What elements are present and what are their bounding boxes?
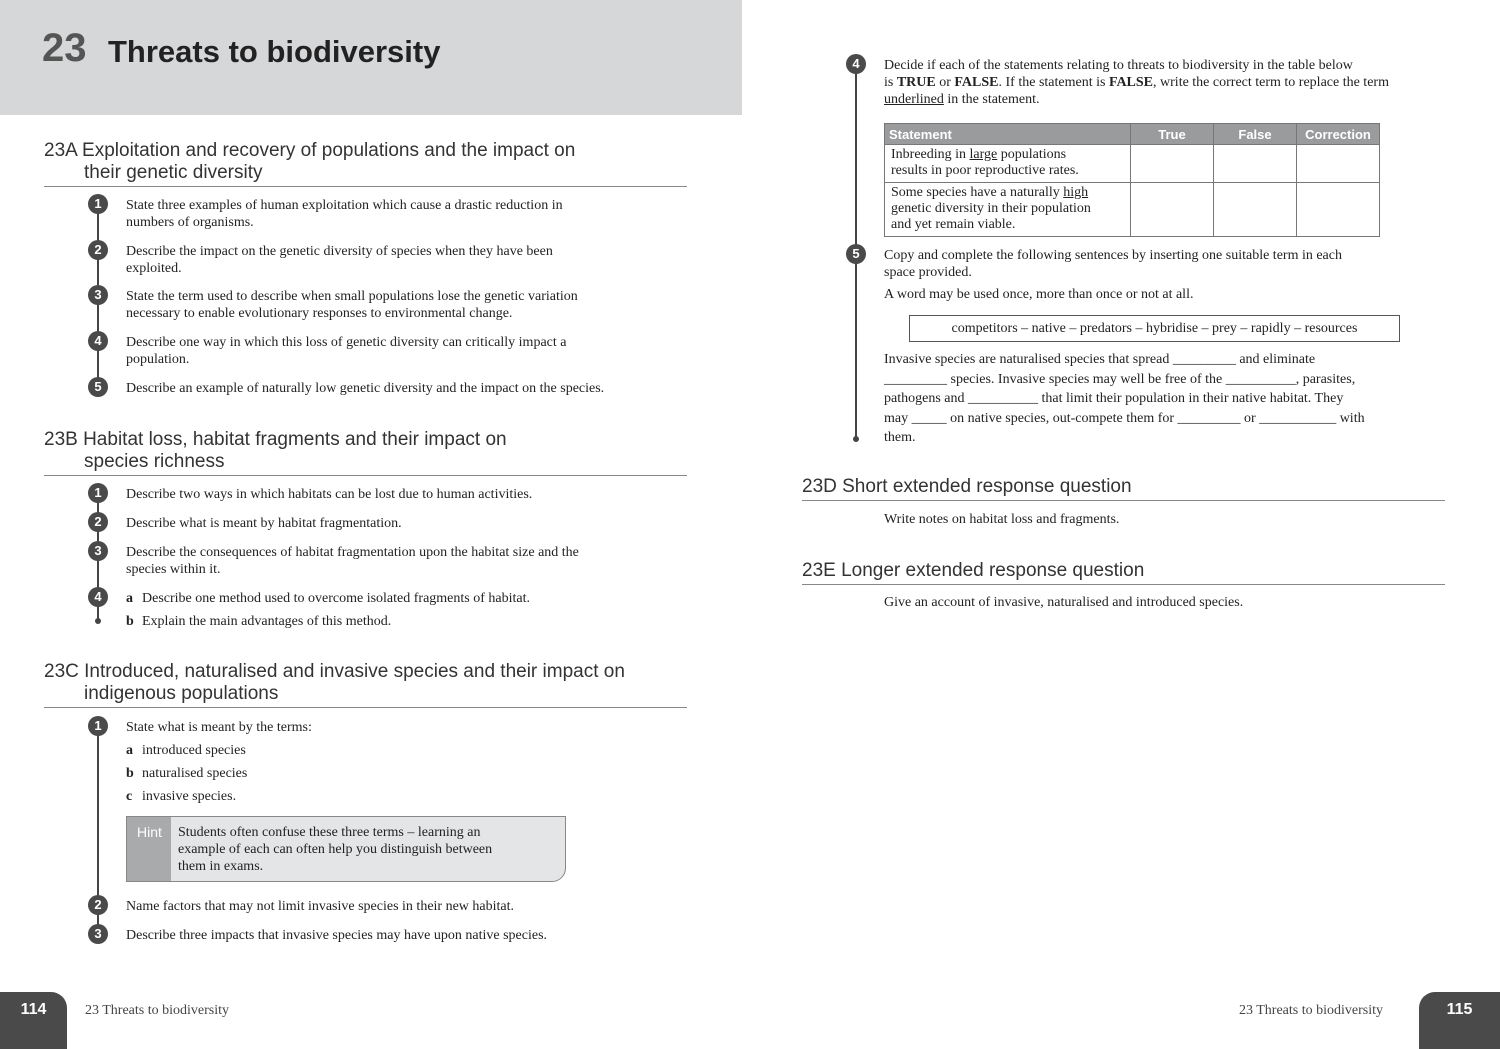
section-23c-heading-line1: 23C Introduced, naturalised and invasive species and their impact on	[44, 661, 625, 682]
section-23c-heading	[44, 661, 687, 708]
question-number-badge: 3	[88, 924, 108, 944]
table-header-row	[885, 124, 1380, 145]
question-number-badge: 3	[88, 541, 108, 561]
chapter-number: 23	[42, 26, 87, 70]
question-text-line: Describe an example of naturally low genetic diversity and the impact on the species.	[126, 381, 605, 396]
section-23a-heading	[44, 140, 687, 187]
question-23a-4	[126, 334, 566, 368]
question-23b-3	[126, 544, 579, 578]
question-number-badge: 4	[88, 587, 108, 607]
question-text-line: State the term used to describe when small populations lose the genetic variation	[126, 289, 578, 304]
true-keyword: TRUE	[896, 75, 936, 90]
question-23c-4	[884, 57, 1389, 108]
question-23c-3: Describe three impacts that invasive species may have upon native species.	[126, 928, 548, 943]
statement-text: Some species have a naturally	[891, 185, 1064, 200]
question-23c-5	[884, 247, 1342, 281]
section-23e-heading: 23E Longer extended response question	[802, 560, 1445, 585]
question-text-line: Describe what is meant by habitat fragmentation.	[126, 516, 402, 531]
section-23d-heading: 23D Short extended response question	[802, 476, 1445, 501]
section-23b-heading-line2: species richness	[84, 451, 225, 472]
question-number-badge: 3	[88, 285, 108, 305]
question-number-badge: 1	[88, 716, 108, 736]
cloze-line: pathogens and __________ that limit their population in their native habitat. They	[884, 391, 1344, 406]
question-text-fragment: , write the correct term to replace the term	[1153, 75, 1389, 90]
section-23b-heading-line1: 23B Habitat loss, habitat fragments and their impact on	[44, 429, 507, 450]
page-number-right: 115	[1419, 992, 1500, 1049]
cloze-line: _________ species. Invasive species may well be free of the __________, parasites,	[884, 371, 1356, 387]
sub-question-23c-1b	[126, 765, 247, 782]
statement-text: Inbreeding in	[891, 147, 970, 162]
sub-question-23c-1c	[126, 788, 236, 805]
hint-text-line: Students often confuse these three terms – learning an	[178, 825, 481, 840]
question-number-badge: 4	[88, 331, 108, 351]
question-number-badge: 4	[846, 54, 866, 74]
word-bank-box: competitors – native – predators – hybridise – prey – rapidly – resources	[909, 315, 1400, 342]
question-text-line: species within it.	[126, 562, 221, 577]
question-23b-2	[126, 515, 402, 532]
hint-text	[178, 824, 554, 875]
question-text-line: Explain the main advantages of this method.	[142, 614, 392, 629]
question-text-line: Describe one method used to overcome isolated fragments of habitat.	[142, 591, 530, 606]
cloze-line: them.	[884, 430, 916, 445]
hint-label: Hint	[137, 824, 162, 840]
cloze-line: may _____ on native species, out-compete them for _________ or ___________ with	[884, 410, 1365, 426]
statement-text: genetic diversity in their population	[891, 201, 1091, 216]
footer-running-title-right: 23 Threats to biodiversity	[1239, 1003, 1383, 1018]
footer-running-title-left: 23 Threats to biodiversity	[85, 1003, 229, 1018]
page-number-left: 114	[0, 992, 67, 1049]
question-23a-5	[126, 380, 604, 397]
sub-question-letter: a	[126, 591, 133, 606]
question-text-line: population.	[126, 352, 190, 367]
section-23c-heading-line2: indigenous populations	[84, 683, 279, 704]
chapter-title: Threats to biodiversity	[108, 34, 441, 69]
rail-end-dot	[95, 618, 101, 624]
question-text-line: Copy and complete the following sentences by inserting one suitable term in each	[884, 248, 1342, 263]
statement-text: populations	[997, 147, 1067, 162]
hint-box	[126, 816, 566, 882]
table-header-correction: Correction	[1297, 124, 1380, 145]
question-23a-2	[126, 243, 553, 277]
table-row	[885, 183, 1380, 237]
statement-text: and yet remain viable.	[891, 217, 1016, 232]
question-23c-1: State what is meant by the terms:	[126, 720, 312, 735]
question-number-badge: 1	[88, 483, 108, 503]
question-number-badge: 5	[846, 244, 866, 264]
question-number-badge: 2	[88, 895, 108, 915]
false-keyword: FALSE	[954, 75, 999, 90]
correction-cell[interactable]	[1297, 145, 1380, 183]
underlined-word: underlined	[884, 92, 944, 107]
question-text-line: Describe one way in which this loss of genetic diversity can critically impact a	[126, 335, 567, 350]
true-false-table	[884, 123, 1380, 237]
true-answer-cell[interactable]	[1131, 183, 1214, 237]
table-header-false: False	[1214, 124, 1297, 145]
question-text-fragment: in the statement.	[943, 92, 1040, 107]
question-23e: Give an account of invasive, naturalised and introduced species.	[884, 595, 1244, 610]
question-text-line: Describe the consequences of habitat fragmentation upon the habitat size and the	[126, 545, 579, 560]
question-23d: Write notes on habitat loss and fragments.	[884, 512, 1120, 527]
table-header-true: True	[1131, 124, 1214, 145]
sub-question-23c-1a	[126, 742, 246, 759]
rail-end-dot	[853, 436, 859, 442]
question-23a-3	[126, 288, 578, 322]
correction-cell[interactable]	[1297, 183, 1380, 237]
word-usage-note: A word may be used once, more than once or not at all.	[884, 287, 1194, 302]
underlined-word: large	[969, 147, 998, 162]
sub-question-letter: b	[126, 614, 134, 629]
false-answer-cell[interactable]	[1214, 145, 1297, 183]
hint-text-line: them in exams.	[178, 859, 264, 874]
false-keyword: FALSE	[1108, 75, 1154, 90]
question-23c-2: Name factors that may not limit invasive species in their new habitat.	[126, 899, 515, 914]
true-answer-cell[interactable]	[1131, 145, 1214, 183]
question-text-line: Describe the impact on the genetic diversity of species when they have been	[126, 244, 553, 259]
false-answer-cell[interactable]	[1214, 183, 1297, 237]
question-text-line: necessary to enable evolutionary responses to environmental change.	[126, 306, 513, 321]
statement-text: results in poor reproductive rates.	[891, 163, 1079, 178]
sub-question-letter: a	[126, 743, 133, 758]
question-text-line: exploited.	[126, 261, 182, 276]
hint-text-line: example of each can often help you distinguish between	[178, 842, 493, 857]
question-text-fragment: is	[884, 75, 897, 90]
question-number-badge: 2	[88, 512, 108, 532]
question-text-line: Describe two ways in which habitats can be lost due to human activities.	[126, 487, 533, 502]
table-header-statement: Statement	[885, 124, 1131, 145]
question-23b-4a	[126, 590, 530, 607]
statement-cell	[885, 183, 1131, 237]
question-text-line: numbers of organisms.	[126, 215, 254, 230]
cloze-paragraph	[884, 350, 1365, 448]
question-text-line: space provided.	[884, 265, 972, 280]
question-number-badge: 1	[88, 194, 108, 214]
sub-question-letter: c	[126, 789, 133, 804]
question-text-line: Decide if each of the statements relating to threats to biodiversity in the table below	[884, 58, 1353, 73]
sub-question-letter: b	[126, 766, 134, 781]
question-text-line: introduced species	[142, 743, 246, 758]
question-text-line: State three examples of human exploitation which cause a drastic reduction in	[126, 198, 563, 213]
section-23b-heading	[44, 429, 687, 476]
cloze-line: Invasive species are naturalised species that spread _________ and eliminate	[884, 352, 1316, 367]
table-row	[885, 145, 1380, 183]
question-text-line: invasive species.	[142, 789, 237, 804]
section-23a-heading-line2: their genetic diversity	[84, 162, 263, 183]
question-number-badge: 2	[88, 240, 108, 260]
statement-cell	[885, 145, 1131, 183]
question-23b-4b	[126, 613, 391, 630]
question-number-badge: 5	[88, 377, 108, 397]
question-23b-1	[126, 486, 532, 503]
question-text-fragment: or	[935, 75, 955, 90]
question-text-fragment: . If the statement is	[998, 75, 1109, 90]
section-23a-heading-line1: 23A Exploitation and recovery of populations and the impact on	[44, 140, 576, 161]
question-text-line: naturalised species	[142, 766, 248, 781]
underlined-word: high	[1063, 185, 1089, 200]
question-23a-1	[126, 197, 563, 231]
